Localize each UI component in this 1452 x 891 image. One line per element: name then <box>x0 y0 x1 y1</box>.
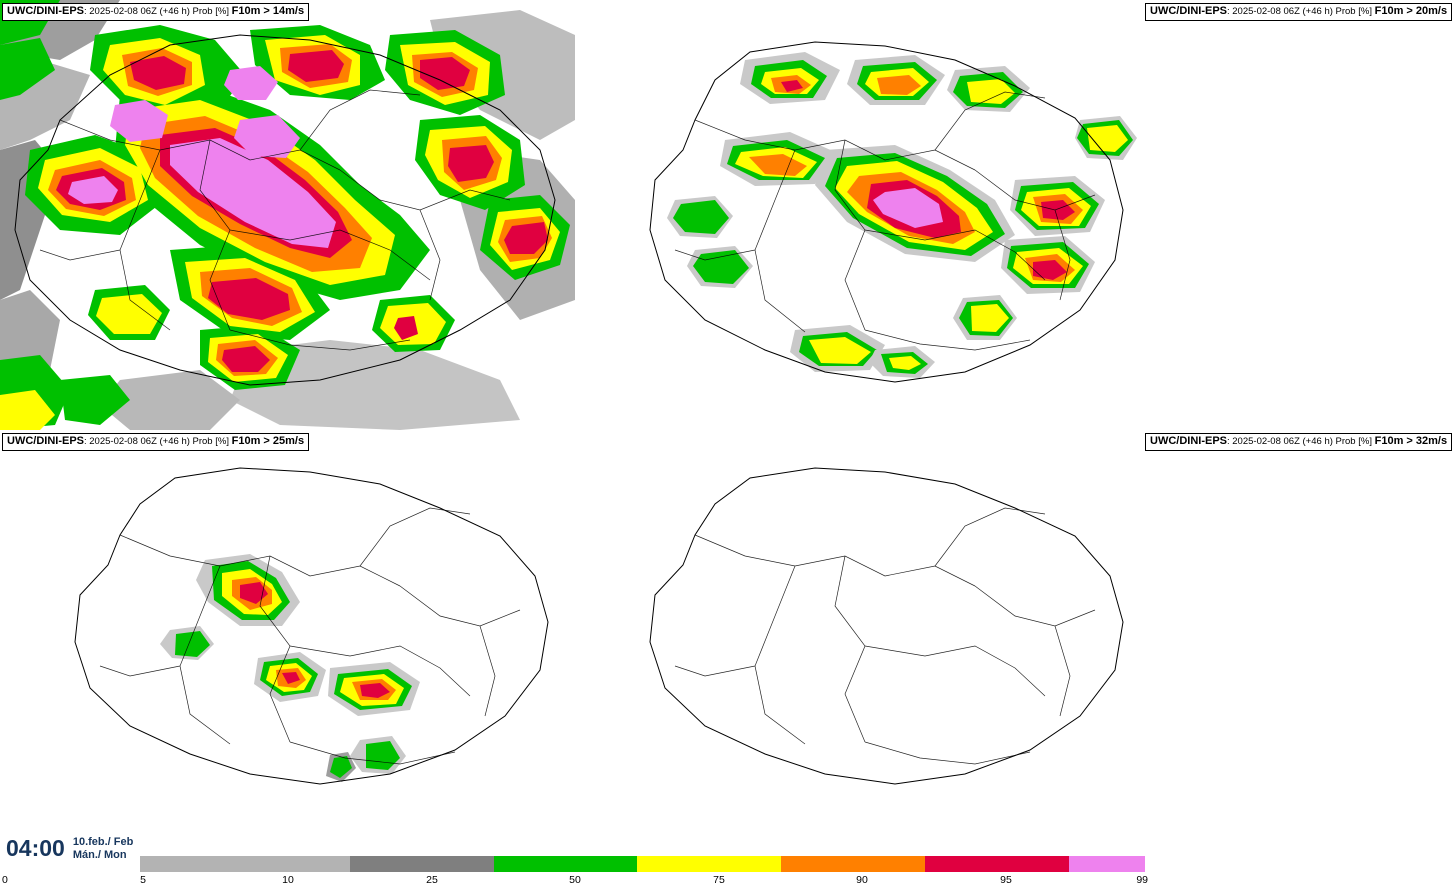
map-canvas-32ms <box>575 430 1150 826</box>
legend-tick-0: 0 <box>2 874 8 886</box>
legend-seg-5-10 <box>140 856 350 872</box>
panel-meta: : 2025-02-08 06Z (+46 h) Prob [%] <box>84 6 232 17</box>
map-canvas-25ms <box>0 430 575 826</box>
panel-source: UWC/DINI-EPS <box>7 435 84 447</box>
panel-source: UWC/DINI-EPS <box>1150 435 1227 447</box>
legend-tick-99: 99 <box>1136 874 1148 886</box>
panel-title-14ms <box>2 3 309 21</box>
panel-title-20ms <box>1145 3 1452 21</box>
legend-seg-90-95 <box>925 856 1069 872</box>
panel-meta: : 2025-02-08 06Z (+46 h) Prob [%] <box>1227 436 1375 447</box>
valid-date-line2: Mán./ Mon <box>72 848 127 861</box>
panel-title-32ms <box>1145 433 1452 451</box>
panel-threshold: F10m > 20m/s <box>1374 5 1448 17</box>
map-canvas-20ms <box>575 0 1150 430</box>
legend-tick-labels <box>0 874 1150 890</box>
legend-tick-75: 75 <box>713 874 725 886</box>
legend-seg-75-90 <box>781 856 925 872</box>
legend-tick-25: 25 <box>426 874 438 886</box>
probability-colorbar <box>140 856 1145 872</box>
valid-date <box>73 836 134 862</box>
valid-time: 04:00 <box>6 835 65 861</box>
legend-seg-95-99 <box>1069 856 1145 872</box>
legend-tick-95: 95 <box>1000 874 1012 886</box>
legend-seg-25-50 <box>494 856 638 872</box>
legend-tick-5: 5 <box>140 874 146 886</box>
panel-20ms[interactable] <box>575 0 1448 430</box>
valid-time-box <box>0 826 140 871</box>
panel-threshold: F10m > 32m/s <box>1374 435 1448 447</box>
valid-date-line1: 10.feb./ Feb <box>72 835 134 848</box>
legend-tick-10: 10 <box>282 874 294 886</box>
panel-title-25ms <box>2 433 309 451</box>
panel-threshold: F10m > 14m/s <box>231 5 305 17</box>
panel-32ms[interactable] <box>575 430 1448 826</box>
panel-threshold: F10m > 25m/s <box>231 435 305 447</box>
panel-source: UWC/DINI-EPS <box>1150 5 1227 17</box>
panel-25ms[interactable] <box>0 430 575 826</box>
legend-tick-50: 50 <box>569 874 581 886</box>
panel-meta: : 2025-02-08 06Z (+46 h) Prob [%] <box>84 436 232 447</box>
map-canvas-14ms <box>0 0 575 430</box>
panel-meta: : 2025-02-08 06Z (+46 h) Prob [%] <box>1227 6 1375 17</box>
legend-seg-50-75 <box>637 856 781 872</box>
panel-14ms[interactable] <box>0 0 575 430</box>
legend-tick-90: 90 <box>856 874 868 886</box>
footer-bar <box>0 826 1150 891</box>
panel-source: UWC/DINI-EPS <box>7 5 84 17</box>
legend-seg-10-25 <box>350 856 494 872</box>
